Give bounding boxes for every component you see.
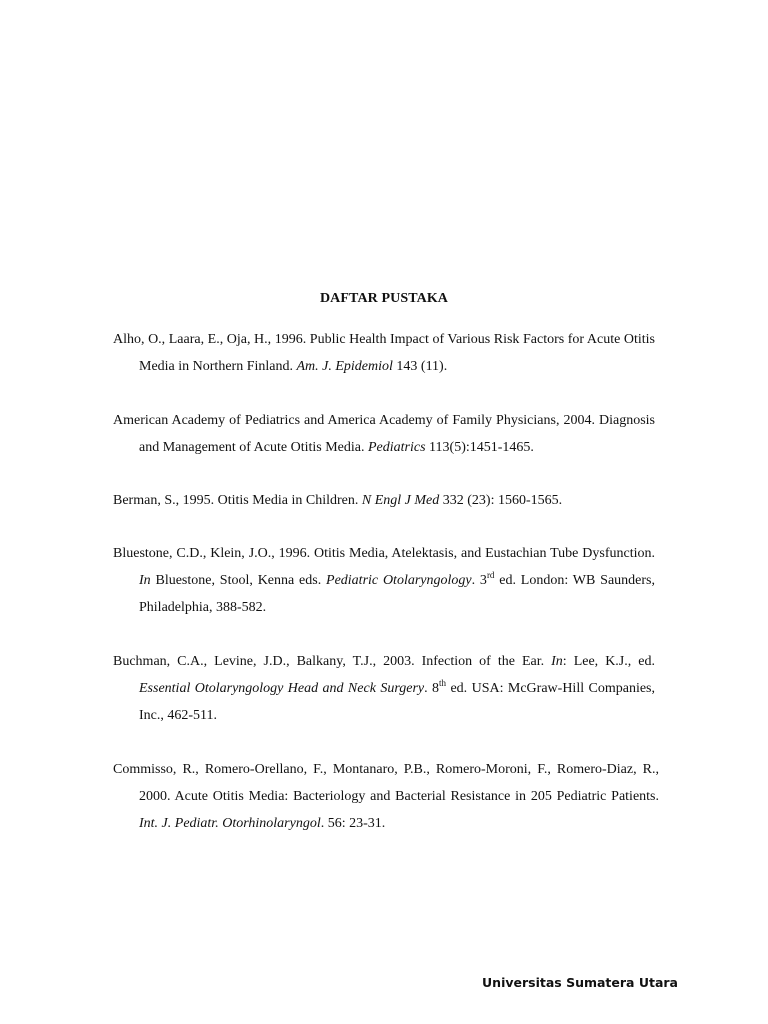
- reference-entry: [113, 756, 659, 837]
- reference-text: ed. London: WB Saunders, Philadelphia, 388-582.: [139, 573, 655, 615]
- reference-text: Buchman, C.A., Levine, J.D., Balkany, T.J., 2003. Infection of the Ear.: [113, 654, 552, 669]
- reference-text: 113(5):1451-1465.: [425, 440, 534, 455]
- reference-entry: [113, 487, 655, 514]
- reference-text: Alho, O., Laara, E., Oja, H., 1996. Public Health Impact of Various Risk Factors for Acute Otitis Media in Northern Finland.: [113, 332, 655, 374]
- reference-text: . 8: [424, 681, 440, 696]
- reference-superscript: th: [439, 678, 447, 688]
- reference-entry: [113, 407, 655, 461]
- reference-italic-text: Pediatrics: [368, 440, 426, 455]
- reference-italic-text: Int. J. Pediatr. Otorhinolaryngol: [139, 816, 321, 831]
- reference-entry: [113, 540, 655, 621]
- page-title: DAFTAR PUSTAKA: [319, 291, 449, 306]
- reference-italic-text: In: [139, 573, 151, 588]
- reference-text: ed. USA: McGraw-Hill Companies, Inc., 462-511.: [139, 681, 655, 723]
- reference-entry: [113, 326, 655, 380]
- reference-italic-text: Am. J. Epidemiol: [296, 359, 393, 374]
- reference-text: American Academy of Pediatrics and America Academy of Family Physicians, 2004. Diagnosis and Management of Acute Otitis Media.: [113, 413, 655, 455]
- reference-text: Bluestone, Stool, Kenna eds.: [150, 573, 327, 588]
- reference-text: 332 (23): 1560-1565.: [439, 493, 563, 508]
- reference-text: 143 (11).: [392, 359, 448, 374]
- reference-italic-text: Pediatric Otolaryngology: [326, 573, 472, 588]
- reference-italic-text: N Engl J Med: [361, 493, 440, 508]
- footer-university-name: Universitas Sumatera Utara: [482, 975, 678, 990]
- reference-text: . 56: 23-31.: [320, 816, 386, 831]
- reference-superscript: rd: [486, 570, 495, 580]
- reference-text: : Lee, K.J., ed.: [562, 654, 655, 669]
- reference-italic-text: In: [551, 654, 563, 669]
- reference-text: Commisso, R., Romero-Orellano, F., Montanaro, P.B., Romero-Moroni, F., Romero-Diaz, R., 2000. Acute Otitis Media: Bacteriology and Bacterial Resistance in 205 Pediatric Patients.: [113, 762, 659, 804]
- reference-text: Berman, S., 1995. Otitis Media in Children.: [113, 493, 362, 508]
- reference-entry: [113, 648, 655, 729]
- reference-text: . 3: [471, 573, 487, 588]
- reference-text: Bluestone, C.D., Klein, J.O., 1996. Otitis Media, Atelektasis, and Eustachian Tube Dysfunction.: [113, 546, 655, 561]
- reference-italic-text: Essential Otolaryngology Head and Neck Surgery: [139, 681, 425, 696]
